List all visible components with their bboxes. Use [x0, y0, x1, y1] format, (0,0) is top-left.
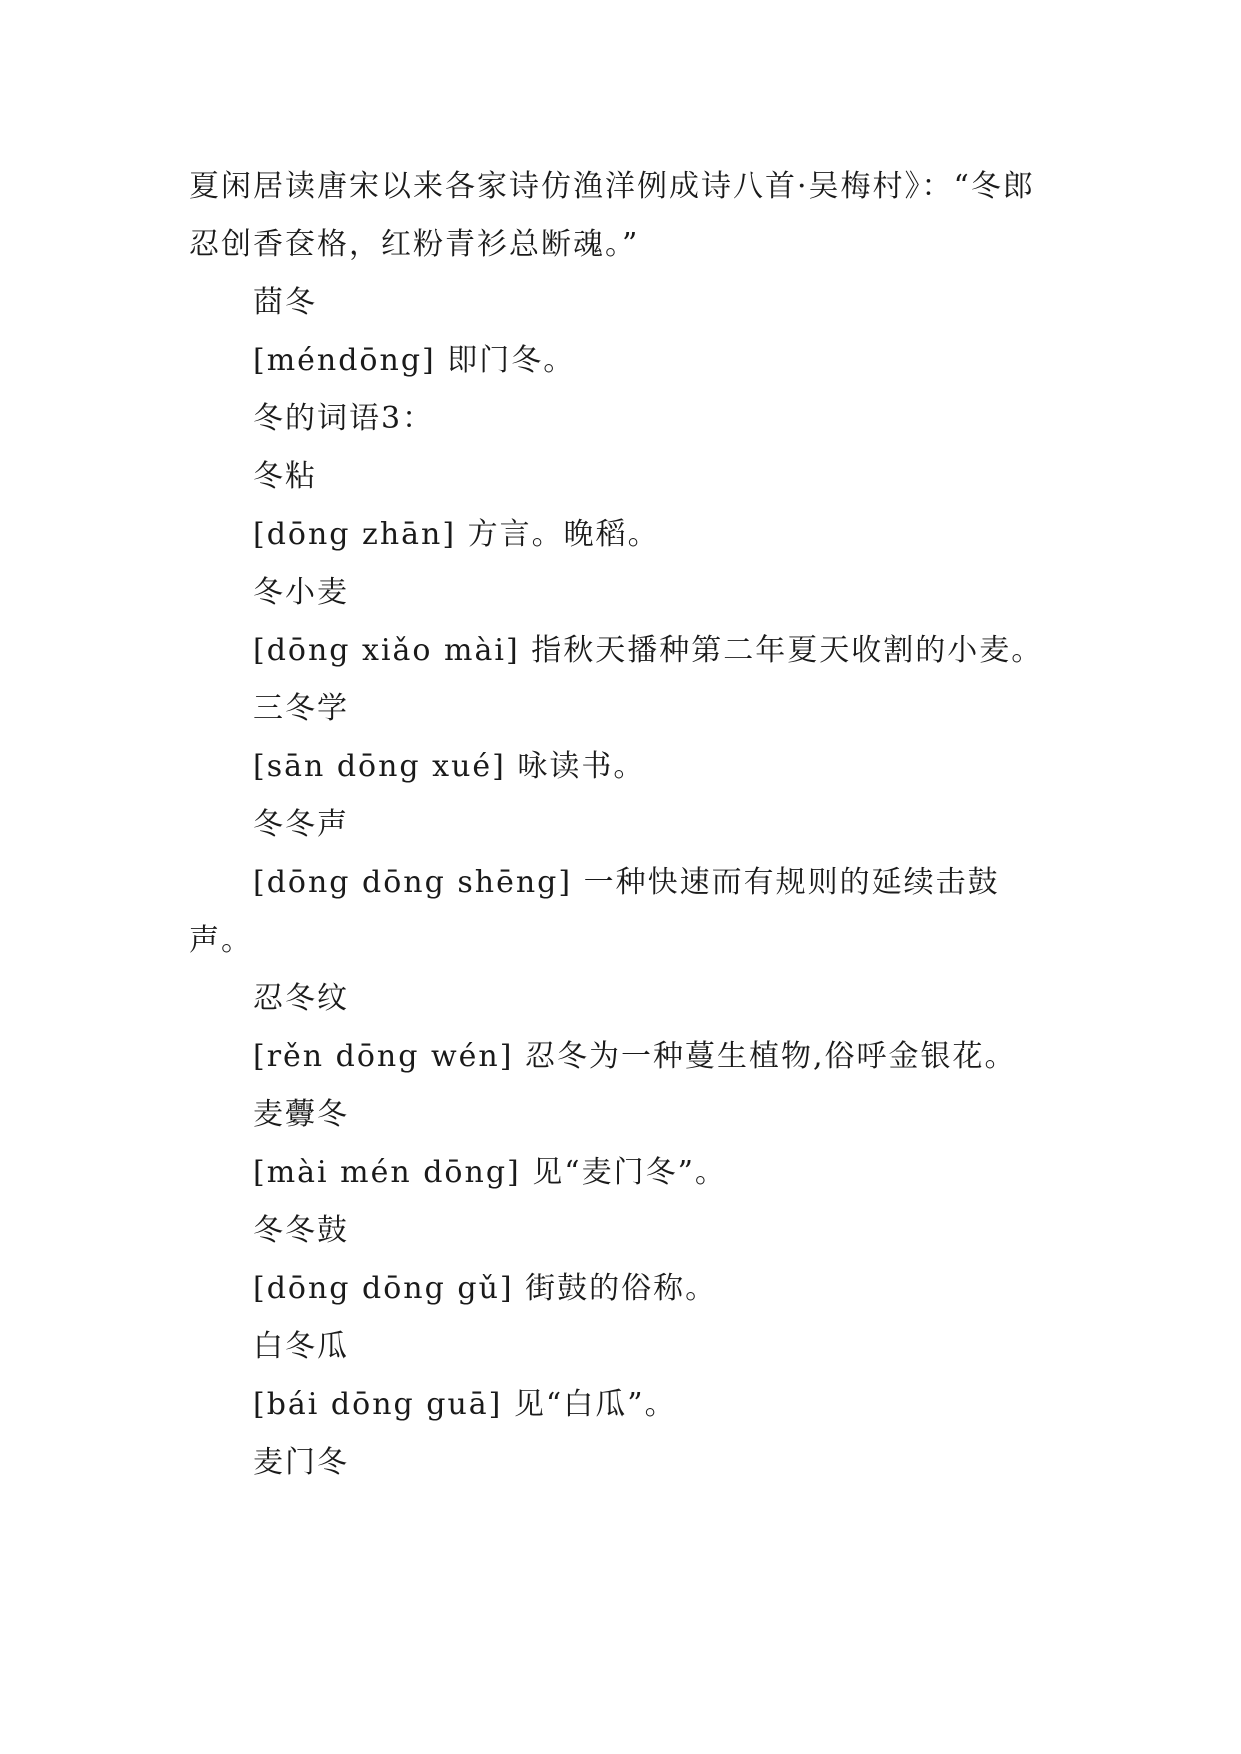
term-heading: 冬冬声 — [253, 807, 349, 842]
term-definition: [dōng dōng shēng] 一种快速而有规则的延续击鼓声。 — [189, 865, 1000, 958]
term-definition: [méndōng] 即门冬。 — [253, 343, 576, 378]
continuation-paragraph: 夏闲居读唐宋以来各家诗仿渔洋例成诗八首·吴梅村》：“冬郎 忍创香奁格，红粉青衫总断魂。” — [189, 169, 1035, 262]
section-heading: 冬的词语3： — [253, 401, 435, 436]
term-definition: [mài mén dōng] 见“麦门冬”。 — [253, 1155, 727, 1190]
term-definition: [bái dōng guā] 见“白瓜”。 — [253, 1387, 677, 1422]
term-heading: 冬冬鼓 — [253, 1213, 349, 1248]
term-definition: [dōng xiǎo mài] 指秋天播种第二年夏天收割的小麦。 — [253, 633, 1044, 668]
term-heading: 忍冬纹 — [253, 981, 349, 1016]
term-heading: 白冬瓜 — [253, 1329, 349, 1364]
term-heading: 麦虋冬 — [253, 1097, 349, 1132]
term-heading: 莔冬 — [253, 285, 317, 320]
term-definition: [dōng dōng gǔ] 街鼓的俗称。 — [253, 1271, 718, 1306]
term-definition: [dōng zhān] 方言。晚稻。 — [253, 517, 660, 552]
term-heading: 麦门冬 — [253, 1445, 349, 1480]
term-heading: 冬粘 — [253, 459, 317, 494]
term-heading: 三冬学 — [253, 691, 349, 726]
document-body — [189, 158, 1059, 1492]
term-definition: [rěn dōng wén] 忍冬为一种蔓生植物,俗呼金银花。 — [253, 1039, 1017, 1074]
term-heading: 冬小麦 — [253, 575, 349, 610]
term-definition: [sān dōng xué] 咏读书。 — [253, 749, 646, 784]
